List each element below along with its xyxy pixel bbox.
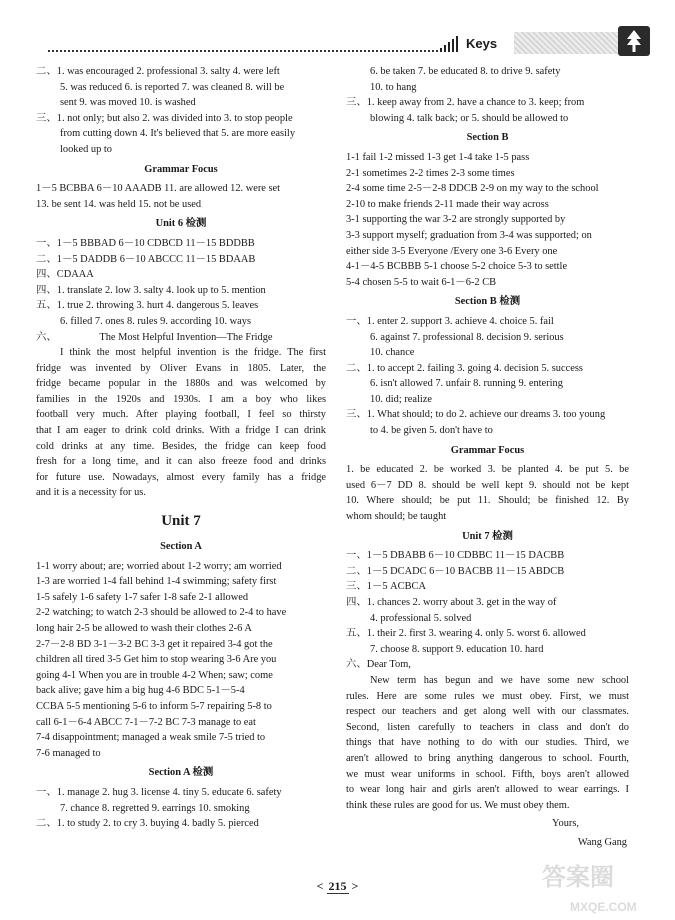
answer-line: 2-1 sometimes 2-2 times 2-3 some times xyxy=(346,167,515,179)
answer-line: 一、1. enter 2. support 3. achieve 4. choice 5. fail xyxy=(346,315,554,327)
answer-line: 2-4 some time 2-5－2-8 DDCB 2-9 on my way to the school xyxy=(346,183,599,195)
answer-line: 10. Where should; be put 11. Should; be finished 12. By xyxy=(346,495,629,507)
answer-line: 二、1. to accept 2. failing 3. going 4. decision 5. success xyxy=(346,362,583,374)
answer-line: to 4. be given 5. don't have to xyxy=(370,425,493,437)
answer-line: 4-1－4-5 BCBBB 5-1 choose 5-2 choice 5-3 to settle xyxy=(346,261,568,273)
answer-line: 10. to hang xyxy=(370,81,417,93)
corner-badge xyxy=(618,26,650,56)
left-column xyxy=(36,64,326,832)
answer-line: 三、1－5 ACBCA xyxy=(346,581,426,593)
section-heading: Section B 检测 xyxy=(454,296,521,308)
letter-line: think these rules are good for us. We must obey them. xyxy=(346,799,570,811)
answer-line: 3-3 support myself; graduation from 3-4 was supported; on xyxy=(346,229,592,241)
section-heading: Grammar Focus xyxy=(144,163,218,175)
essay-label: 六、 xyxy=(36,331,57,343)
answer-line: 一、1. manage 2. hug 3. license 4. tiny 5. educate 6. safety xyxy=(36,786,282,798)
letter-greeting: 六、Dear Tom, xyxy=(346,659,411,671)
essay-line: families in the 1920s and 1930s. I am a boy who likes xyxy=(36,393,326,405)
tree-icon xyxy=(627,30,641,52)
answer-line: looked up to xyxy=(60,143,112,155)
answer-line: 7-4 disappointment; managed a weak smile 7-5 tried to xyxy=(36,732,266,744)
answer-line: 3-1 supporting the war 3-2 are strongly supported by xyxy=(346,214,566,226)
essay-line: I think the most helpful invention is the fridge. The first xyxy=(60,347,326,359)
answer-line: back alive; gave him a big hug 4-6 BDC 5-1－5-4 xyxy=(36,685,245,697)
answer-line: from cutting down 4. It's believed that 5. are more easily xyxy=(60,128,296,140)
answer-line: 二、1. was encouraged 2. professional 3. salty 4. were left xyxy=(36,66,280,77)
answer-line: CCBA 5-5 mentioning 5-6 to inform 5-7 repairing 5-8 to xyxy=(36,700,272,712)
answer-line: 1－5 BCBBA 6－10 AAADB 11. are allowed 12. were set xyxy=(36,183,281,195)
letter-line: New term has begun and we have some new school xyxy=(370,674,629,686)
answer-line: 6. filled 7. ones 8. rules 9. according 10. ways xyxy=(60,315,252,327)
essay-line: for future use. Nowadays, almost every family has a fridge xyxy=(36,471,326,483)
essay-title: The Most Helpful Invention—The Fridge xyxy=(99,331,273,343)
answer-line: 一、1－5 BBBAD 6－10 CDBCD 11－15 BDDBB xyxy=(36,237,255,249)
answer-line: 5-4 chosen 5-5 to wait 6-1－6-2 CB xyxy=(346,276,497,288)
answer-line: 7-6 managed to xyxy=(36,747,101,759)
answer-line: 四、CDAAA xyxy=(36,269,94,281)
letter-line: Second, listen carefully to teachers in class and don't do xyxy=(346,721,629,733)
letter-closing: Yours, xyxy=(552,818,579,830)
answer-line: 7. chance 8. regretted 9. earrings 10. smoking xyxy=(60,802,250,814)
essay-line: fridge was invented by Oliver Evans in 1805. Later, the xyxy=(36,362,326,374)
answer-line: 6. isn't allowed 7. unfair 8. running 9. entering xyxy=(370,378,563,390)
answer-line: 6. against 7. professional 8. decision 9. serious xyxy=(370,331,564,343)
answer-line: 4. professional 5. solved xyxy=(370,612,472,624)
watermark-en: MXQE.COM xyxy=(570,900,637,914)
answer-line: 2-7－2-8 BD 3-1－3-2 BC 3-3 get it repaired 3-4 got the xyxy=(36,638,273,650)
unit-title: Unit 7 xyxy=(161,513,201,530)
answer-line: long hair 2-5 be allowed to wash their clothes 2-6 A xyxy=(36,623,252,634)
letter-line: we must wear uniforms in school. Fifth, boys aren't allowed xyxy=(346,768,629,780)
essay-title-line xyxy=(36,330,326,346)
answer-line: 7. choose 8. support 9. education 10. hard xyxy=(370,643,544,655)
answer-line: children all tired 3-5 Get him to stop wearing 3-6 Are you xyxy=(36,654,277,666)
answer-line: 二、1－5 DCADC 6－10 BACBB 11－15 ABDCB xyxy=(346,565,565,577)
header-title: Keys xyxy=(466,36,498,51)
letter-line: to wear long hair and girls aren't allowed to wear earrings. I xyxy=(346,784,629,796)
watermark xyxy=(542,863,667,918)
section-heading: Section B xyxy=(466,132,509,144)
answer-line: call 6-1－6-4 ABCC 7-1－7-2 BC 7-3 manage to eat xyxy=(36,716,256,728)
essay-line: fridge became popular in the 1880s and was welcomed by xyxy=(36,378,326,390)
letter-signature: Wang Gang xyxy=(577,836,627,848)
answer-line: 6. be taken 7. be educated 8. to drive 9. safety xyxy=(370,66,561,77)
letter-line: rules. Here are some rules we must obey. First, we must xyxy=(346,690,629,702)
essay-line: football very much. After playing football, I feel so thirsty xyxy=(36,409,326,421)
letter-line: things that have nothing to do with our studies. Third, we xyxy=(346,737,629,749)
answer-line: 1-1 fail 1-2 missed 1-3 get 1-4 take 1-5 pass xyxy=(346,151,530,163)
dotted-rule xyxy=(48,50,438,52)
section-heading: Section A 检测 xyxy=(148,767,214,779)
section-heading: Unit 7 检测 xyxy=(462,530,513,542)
bars-ornament-icon xyxy=(440,36,460,52)
answer-line: 二、1－5 DADDB 6－10 ABCCC 11－15 BDAAB xyxy=(36,253,256,265)
letter-line: respect our teachers and get along well with our classmates. xyxy=(346,706,629,718)
texture-band xyxy=(514,32,618,54)
answer-line: going 4-1 When you are in trouble 4-2 When; saw; come xyxy=(36,669,273,681)
answer-line: 四、1. translate 2. low 3. salty 4. look up to 5. mention xyxy=(36,284,266,296)
essay-line: fresh for a long time, and it can also freeze food and drinks xyxy=(36,456,326,468)
answer-line: either side 3-5 Everyone /Every one 3-6 Every one xyxy=(346,245,558,257)
prev-page-icon: < xyxy=(316,879,324,893)
page-number: 215 xyxy=(328,879,347,893)
answer-line: used 6－7 DD 8. should be well kept 9. should not be kept xyxy=(346,479,629,491)
answer-line: 1-3 are worried 1-4 fall behind 1-4 swimming; safety first xyxy=(36,576,277,588)
essay-line: that I am eager to drink cold drinks. With a fridge I can drink xyxy=(36,425,326,437)
essay-line: and it is a necessity for us. xyxy=(36,487,146,499)
essay-line: cold drinks at any time. Besides, the fridge can keep food xyxy=(36,440,326,452)
answer-line: 三、1. keep away from 2. have a chance to 3. keep; from xyxy=(346,97,585,109)
answer-line: 2-10 to make friends 2-11 made their way across xyxy=(346,198,549,210)
answer-line: 10. chance xyxy=(370,347,415,359)
watermark-cn: 答案圈 xyxy=(542,863,614,891)
right-column xyxy=(346,64,629,851)
answer-line: 1-5 safely 1-6 safety 1-7 safer 1-8 safe 2-1 allowed xyxy=(36,591,249,603)
section-heading: Section A xyxy=(160,541,202,553)
answer-line: sent 9. was moved 10. is washed xyxy=(60,97,196,109)
answer-line: 三、1. What should; to do 2. achieve our dreams 3. too young xyxy=(346,409,606,421)
answer-line: 10. did; realize xyxy=(370,393,433,405)
answer-line: 五、1. their 2. first 3. wearing 4. only 5. worst 6. allowed xyxy=(346,628,586,640)
page-header xyxy=(40,30,660,60)
answer-line: blowing 4. talk back; or 5. should be allowed to xyxy=(370,112,569,124)
answer-line: 5. was reduced 6. is reported 7. was cleaned 8. will be xyxy=(60,81,285,93)
answer-line: 四、1. chances 2. worry about 3. get in the way of xyxy=(346,597,557,608)
answer-line: 一、1－5 DBABB 6－10 CDBBC 11－15 DACBB xyxy=(346,550,565,562)
section-heading: Grammar Focus xyxy=(450,444,525,456)
answer-line: 2-2 watching; to watch 2-3 should be allowed to 2-4 to have xyxy=(36,607,287,619)
answer-line: whom should; be taught xyxy=(346,511,447,523)
answer-line: 三、1. not only; but also 2. was divided into 3. to stop people xyxy=(36,112,293,124)
answer-line: 1-1 worry about; are; worried about 1-2 worry; am worried xyxy=(36,560,282,572)
answer-line: 五、1. true 2. throwing 3. hurt 4. dangerous 5. leaves xyxy=(36,300,259,312)
answer-line: 13. be sent 14. was held 15. not be used xyxy=(36,198,202,210)
next-page-icon: > xyxy=(351,879,359,893)
section-heading: Unit 6 检测 xyxy=(155,218,207,230)
letter-line: aren't allowed to bring anything dangerous to school. Fourth, xyxy=(346,752,629,764)
answer-line: 1. be educated 2. be worked 3. be planted 4. be put 5. be xyxy=(346,464,629,476)
answer-line: 二、1. to study 2. to cry 3. buying 4. badly 5. pierced xyxy=(36,818,259,830)
